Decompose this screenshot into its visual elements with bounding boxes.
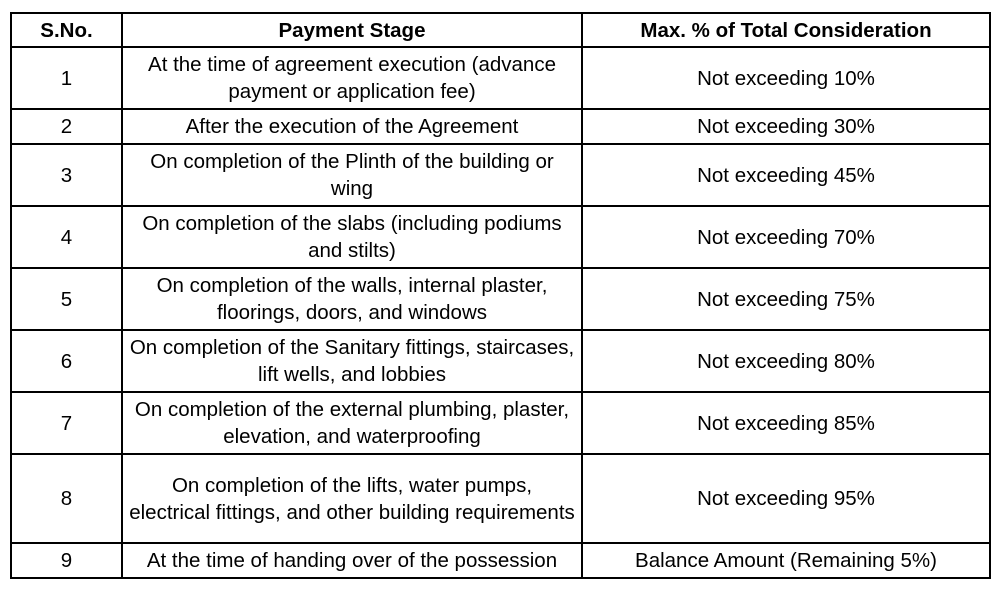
cell-stage: On completion of the Sanitary fittings, staircases, lift wells, and lobbies <box>122 330 582 392</box>
table-header-row <box>11 13 990 47</box>
payment-schedule-table-container <box>10 12 991 579</box>
table-row <box>11 454 990 543</box>
table-row <box>11 144 990 206</box>
table-row <box>11 330 990 392</box>
cell-stage: On completion of the Plinth of the building or wing <box>122 144 582 206</box>
cell-stage: On completion of the lifts, water pumps, electrical fittings, and other building requirements <box>122 454 582 543</box>
cell-max: Not exceeding 75% <box>582 268 990 330</box>
cell-sno: 1 <box>11 47 122 109</box>
cell-stage: On completion of the slabs (including podiums and stilts) <box>122 206 582 268</box>
header-max-percent: Max. % of Total Consideration <box>582 13 990 47</box>
cell-max: Balance Amount (Remaining 5%) <box>582 543 990 578</box>
table-row <box>11 206 990 268</box>
cell-stage: At the time of handing over of the possession <box>122 543 582 578</box>
table-row <box>11 268 990 330</box>
cell-stage: On completion of the walls, internal plaster, floorings, doors, and windows <box>122 268 582 330</box>
cell-max: Not exceeding 80% <box>582 330 990 392</box>
cell-sno: 9 <box>11 543 122 578</box>
cell-max: Not exceeding 45% <box>582 144 990 206</box>
cell-sno: 5 <box>11 268 122 330</box>
header-payment-stage: Payment Stage <box>122 13 582 47</box>
cell-sno: 6 <box>11 330 122 392</box>
table-row <box>11 392 990 454</box>
payment-schedule-table <box>10 12 991 579</box>
cell-stage: After the execution of the Agreement <box>122 109 582 144</box>
cell-sno: 7 <box>11 392 122 454</box>
cell-max: Not exceeding 85% <box>582 392 990 454</box>
cell-sno: 3 <box>11 144 122 206</box>
header-sno: S.No. <box>11 13 122 47</box>
cell-max: Not exceeding 70% <box>582 206 990 268</box>
table-row <box>11 47 990 109</box>
cell-max: Not exceeding 95% <box>582 454 990 543</box>
cell-max: Not exceeding 10% <box>582 47 990 109</box>
cell-stage: On completion of the external plumbing, plaster, elevation, and waterproofing <box>122 392 582 454</box>
cell-sno: 4 <box>11 206 122 268</box>
cell-max: Not exceeding 30% <box>582 109 990 144</box>
cell-sno: 8 <box>11 454 122 543</box>
table-row <box>11 543 990 578</box>
table-row <box>11 109 990 144</box>
cell-stage: At the time of agreement execution (advance payment or application fee) <box>122 47 582 109</box>
cell-sno: 2 <box>11 109 122 144</box>
